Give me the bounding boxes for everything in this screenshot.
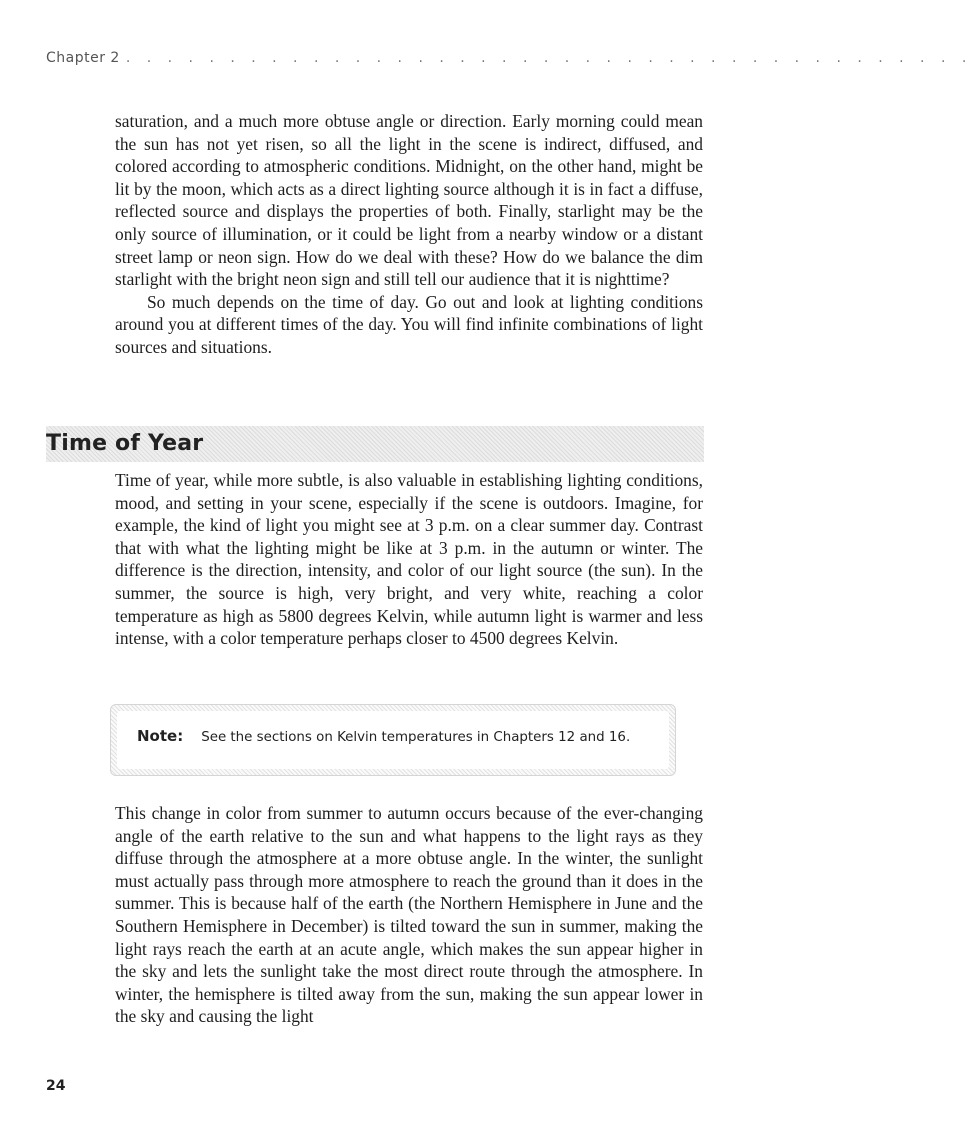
intro-paragraph-2: So much depends on the time of day. Go out and look at lighting conditions around you at different times of the day. You will find infinite combinations of light sources and situations.: [115, 291, 703, 357]
running-head: [46, 50, 972, 72]
section-text-2: [115, 802, 703, 1028]
section-heading-bar: [46, 426, 704, 462]
section-text-1: [115, 469, 703, 650]
section-heading: Time of Year: [46, 431, 204, 456]
dot-leader: . . . . . . . . . . . . . . . . . . . . . . . . . . . . . . . . . . . . . . . . .: [125, 50, 972, 66]
note-label: Note:: [137, 727, 184, 745]
note-box: [110, 704, 676, 776]
section-paragraph-2: This change in color from summer to autumn occurs because of the ever-changing angle of the earth relative to the sun and what happens to the light rays as they diffuse through the atmosphere at a more obtuse angle. In the winter, the sunlight must actually pass through more atmosphere to reach the ground than it does in the summer. This is because half of the earth (the Northern Hemisphere in June and the Southern Hemisphere in December) is tilted toward the sun in summer, making the light rays reach the earth at an acute angle, which makes the sun appear higher in the sky and lets the sunlight take the most direct route through the atmosphere. In winter, the hemisphere is tilted away from the sun, making the sun appear lower in the sky and causing the light: [115, 803, 703, 1027]
intro-text: [115, 110, 703, 359]
note-content: [117, 711, 669, 769]
intro-paragraph-1: saturation, and a much more obtuse angle or direction. Early morning could mean the sun has not yet risen, so all the light in the scene is indirect, diffused, and colored according to atmospheric conditions. Midnight, on the other hand, might be lit by the moon, which acts as a direct lighting source although it is in fact a diffuse, reflected source and displays the properties of both. Finally, starlight may be the only source of illumination, or it could be light from a nearby window or a distant street lamp or neon sign. How do we deal with these? How do we balance the dim starlight with the bright neon sign and still tell our audience that it is nighttime?: [115, 111, 703, 290]
note-text: See the sections on Kelvin temperatures in Chapters 12 and 16.: [201, 730, 631, 745]
chapter-label: Chapter 2: [46, 50, 120, 66]
page-number: 24: [46, 1078, 66, 1094]
section-paragraph-1: Time of year, while more subtle, is also valuable in establishing lighting conditions, mood, and setting in your scene, especially if the scene is outdoors. Imagine, for example, the kind of light you might see at 3 p.m. on a clear summer day. Contrast that with what the lighting might be like at 3 p.m. in the autumn or winter. The difference is the direction, intensity, and color of our light source (the sun). In the summer, the source is high, very bright, and very white, reaching a color temperature as high as 5800 degrees Kelvin, while autumn light is warmer and less intense, with a color temperature perhaps closer to 4500 degrees Kelvin.: [115, 470, 703, 649]
